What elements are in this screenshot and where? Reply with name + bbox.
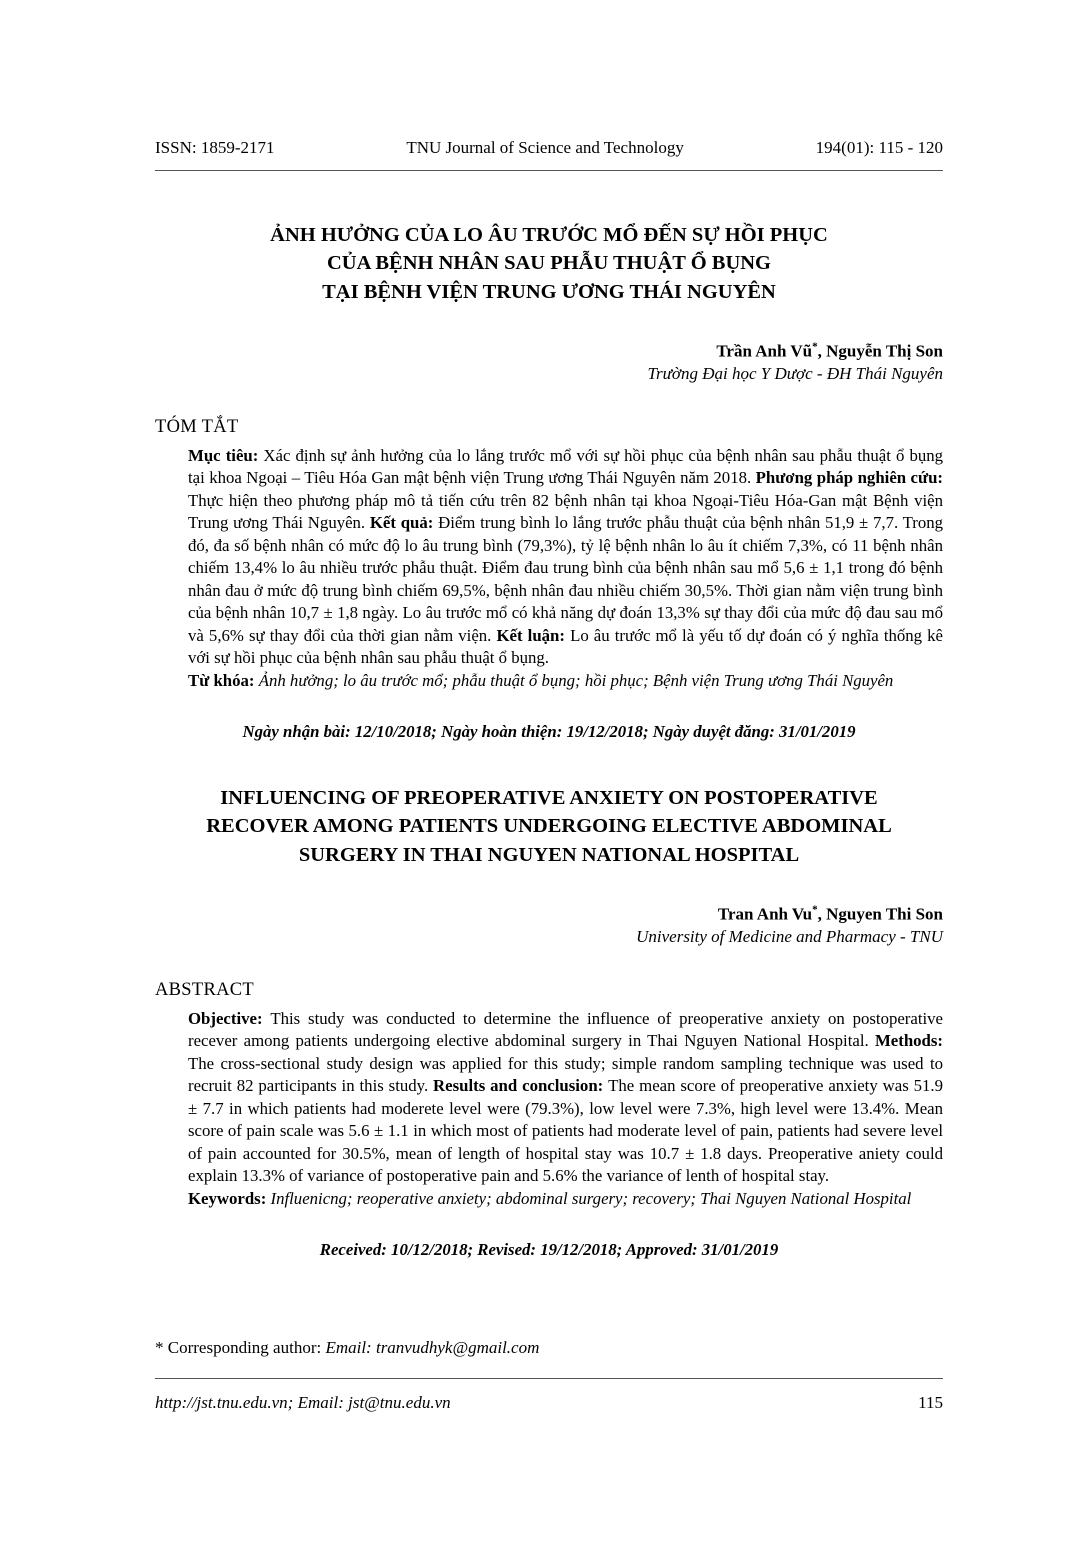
corresponding-author-note: * Corresponding author: Email: tranvudhyk@gmail.com xyxy=(155,1338,540,1357)
journal-name: TNU Journal of Science and Technology xyxy=(406,138,684,157)
article-title-en-line1: INFLUENCING OF PREOPERATIVE ANXIETY ON POSTOPERATIVE xyxy=(220,787,878,810)
article-title-vi xyxy=(155,221,943,306)
abstract-vi: Mục tiêu: Xác định sự ảnh hưởng của lo lắng trước mổ với sự hồi phục của bệnh nhân sau phẫu thuật ổ bụng tại khoa Ngoại – Tiêu Hóa Gan mật bệnh viện Trung ương Thái Nguyên năm 2018. Phương pháp nghiên cứu: Thực hiện theo phương pháp mô tả tiến cứu trên 82 bệnh nhân tại khoa Ngoại-Tiêu Hóa-Gan mật Bệnh viện Trung ương Thái Nguyên. Kết quả: Điểm trung bình lo lắng trước phẫu thuật của bệnh nhân 51,9 ± 7,7. Trong đó, đa số bệnh nhân có mức độ lo âu trung bình (79,3%), tỷ lệ bệnh nhân lo âu ít chiếm 7,3%, có 11 bệnh nhân chiếm 13,4% lo âu nhiều trước phẫu thuật. Điểm đau trung bình của bệnh nhân sau mổ 5,6 ± 1,1 trong đó bệnh nhân đau ở mức độ trung bình chiếm 69,5%, bệnh nhân đau nhiều chiếm 30,5%. Thời gian nằm viện trung bình của bệnh nhân 10,7 ± 1,8 ngày. Lo âu trước mổ có khả năng dự đoán 13,3% sự thay đổi của mức độ đau sau mổ và 5,6% sự thay đổi của thời gian nằm viện. Kết luận: Lo âu trước mổ là yếu tố dự đoán có ý nghĩa thống kê với sự hồi phục của bệnh nhân sau phẫu thuật ổ bụng. xyxy=(188,445,944,668)
issn-label: ISSN: 1859-2171 xyxy=(155,138,275,157)
dates-en: Received: 10/12/2018; Revised: 19/12/2018; Approved: 31/01/2019 xyxy=(319,1240,779,1260)
footer-journal-contact: http://jst.tnu.edu.vn; Email: jst@tnu.edu.vn xyxy=(155,1393,451,1412)
authors-vi: Trần Anh Vũ*, Nguyễn Thị Son xyxy=(716,340,943,361)
page-footer-area xyxy=(155,1338,943,1413)
article-title-en xyxy=(155,784,943,869)
keywords-vi: Từ khóa: Ảnh hưởng; lo âu trước mổ; phẫu thuật ổ bụng; hồi phục; Bệnh viện Trung ương Thái Nguyên xyxy=(188,670,894,690)
authors-block-vi xyxy=(155,340,943,385)
section-heading-abstract: ABSTRACT xyxy=(155,979,255,1000)
footer-row xyxy=(155,1393,943,1413)
article-title-vi-line3: TẠI BỆNH VIỆN TRUNG ƯƠNG THÁI NGUYÊN xyxy=(322,280,776,303)
article-title-en-line2: RECOVER AMONG PATIENTS UNDERGOING ELECTIVE ABDOMINAL xyxy=(206,815,892,838)
affiliation-vi: Trường Đại học Y Dược - ĐH Thái Nguyên xyxy=(647,363,943,383)
article-title-vi-line1: ẢNH HƯỞNG CỦA LO ÂU TRƯỚC MỔ ĐẾN SỰ HỒI PHỤC xyxy=(270,224,828,246)
keywords-en: Keywords: Influenicng; reoperative anxiety; abdominal surgery; recovery; Thai Nguyen National Hospital xyxy=(188,1188,912,1208)
authors-en: Tran Anh Vu*, Nguyen Thi Son xyxy=(717,904,943,924)
affiliation-en: University of Medicine and Pharmacy - TNU xyxy=(636,926,943,946)
issue-page-range: 194(01): 115 - 120 xyxy=(815,138,943,157)
page-number: 115 xyxy=(918,1393,943,1412)
page-header xyxy=(155,138,943,171)
article-title-vi-line2: CỦA BỆNH NHÂN SAU PHẪU THUẬT Ổ BỤNG xyxy=(326,252,772,275)
authors-block-en xyxy=(155,903,943,948)
section-heading-tom-tat: TÓM TẮT xyxy=(155,416,239,437)
dates-vi: Ngày nhận bài: 12/10/2018; Ngày hoàn thiện: 19/12/2018; Ngày duyệt đăng: 31/01/2019 xyxy=(242,722,856,742)
footer-divider xyxy=(155,1378,943,1379)
article-title-en-line3: SURGERY IN THAI NGUYEN NATIONAL HOSPITAL xyxy=(298,843,800,866)
abstract-en: Objective: This study was conducted to determine the influence of preoperative anxiety on postoperative recever among patients undergoing elective abdominal surgery in Thai Nguyen National Hospital. Methods: The cross-sectional study design was applied for this study; simple random sampling technique was used to recruit 82 participants in this study. Results and conclusion: The mean score of preoperative anxiety was 51.9 ± 7.7 in which patients had moderete level were (79.3%), low level were 7.3%, high level were 13.4%. Mean score of pain scale was 5.6 ± 1.1 in which most of patients had moderate level of pain, patients had severe level of pain accounted for 30.5%, mean of length of hospital stay was 10.7 ± 1.8 days. Preoperative aniety could explain 13.3% of variance of postoperative pain and 5.6% the variance of lenth of hospital stay. xyxy=(188,1008,944,1186)
